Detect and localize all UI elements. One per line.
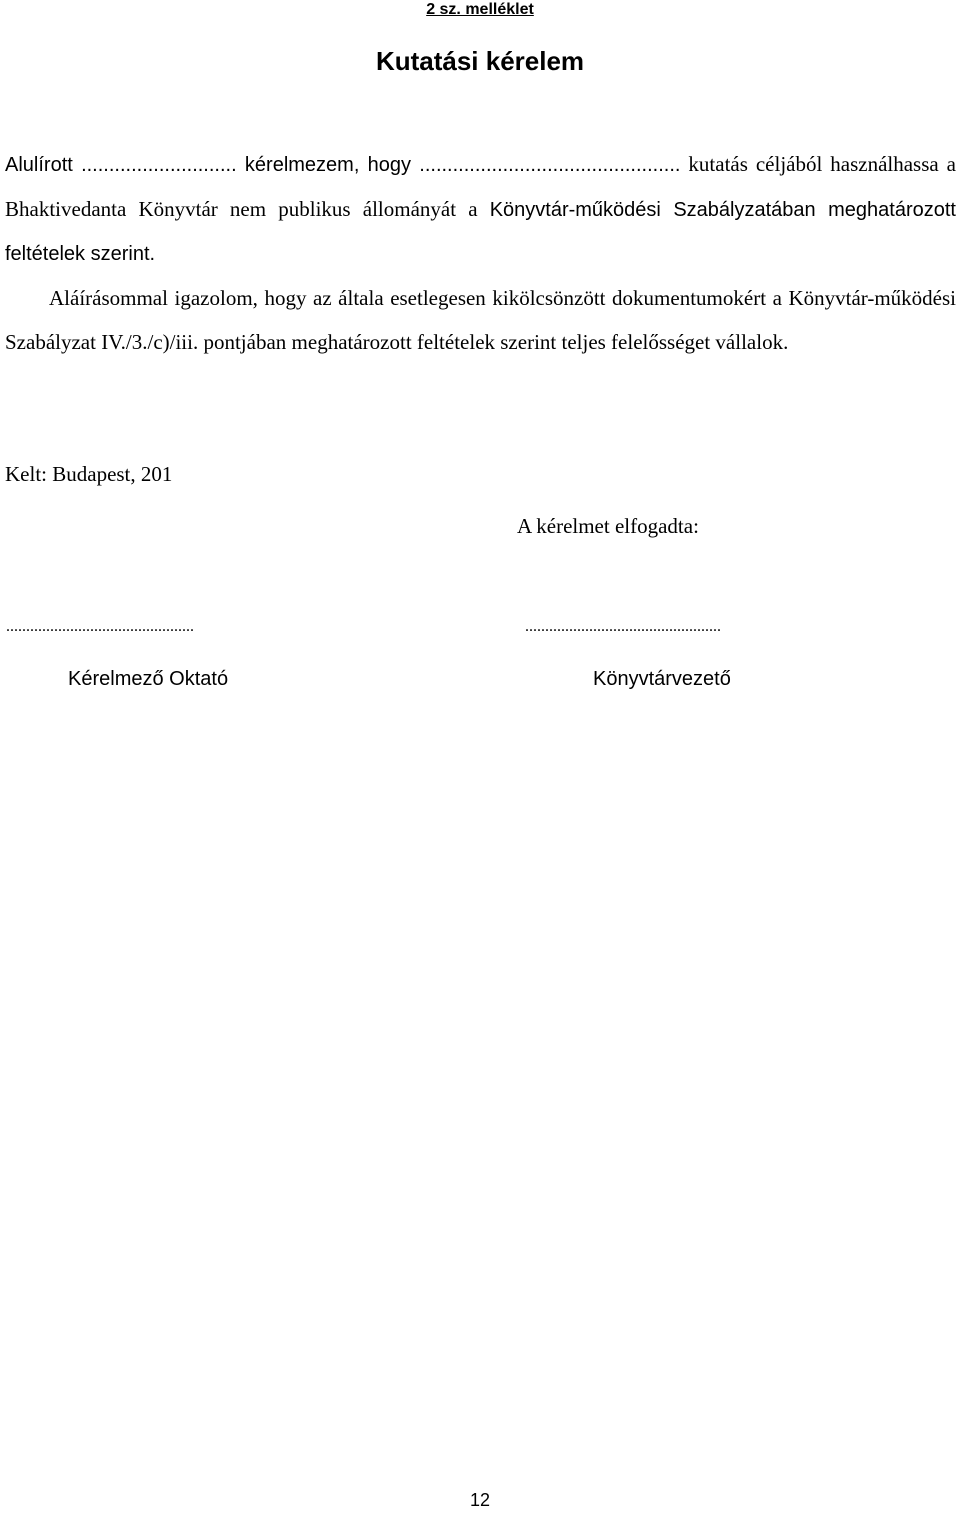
request-paragraph (5, 143, 956, 277)
librarian-signature-label: Könyvtárvezető (593, 668, 731, 690)
liability-paragraph: Aláírásommal igazolom, hogy az általa esetlegesen kikölcsönzött dokumentumokért a Könyvtár-működési Szabályzat IV./3./c)/iii. pontjában meghatározott feltételek szerint teljes felelősséget vállalok. (5, 286, 956, 354)
request-intro-text: Alulírott ............................ kérelmezem, hogy ............................................... (5, 154, 681, 176)
request-purpose-text: kutatás céljából használhassa a Bhaktivedanta Könyvtár nem publikus állományát a (5, 152, 956, 221)
request-rules-text: Könyvtár-működési Szabályzatában meghatározott feltételek szerint. (5, 198, 956, 266)
applicant-signature-line: ............................................... (6, 618, 194, 635)
applicant-signature-label: Kérelmező Oktató (68, 668, 229, 690)
annex-label: 2 sz. melléklet (426, 1, 534, 18)
date-line: Kelt: Budapest, 201 (5, 462, 173, 486)
accepted-label: A kérelmet elfogadta: (517, 514, 699, 538)
document-title: Kutatási kérelem (375, 46, 585, 76)
request-body (5, 143, 956, 365)
page-number: 12 (469, 1490, 491, 1510)
librarian-signature-line: ................................................. (525, 618, 721, 635)
